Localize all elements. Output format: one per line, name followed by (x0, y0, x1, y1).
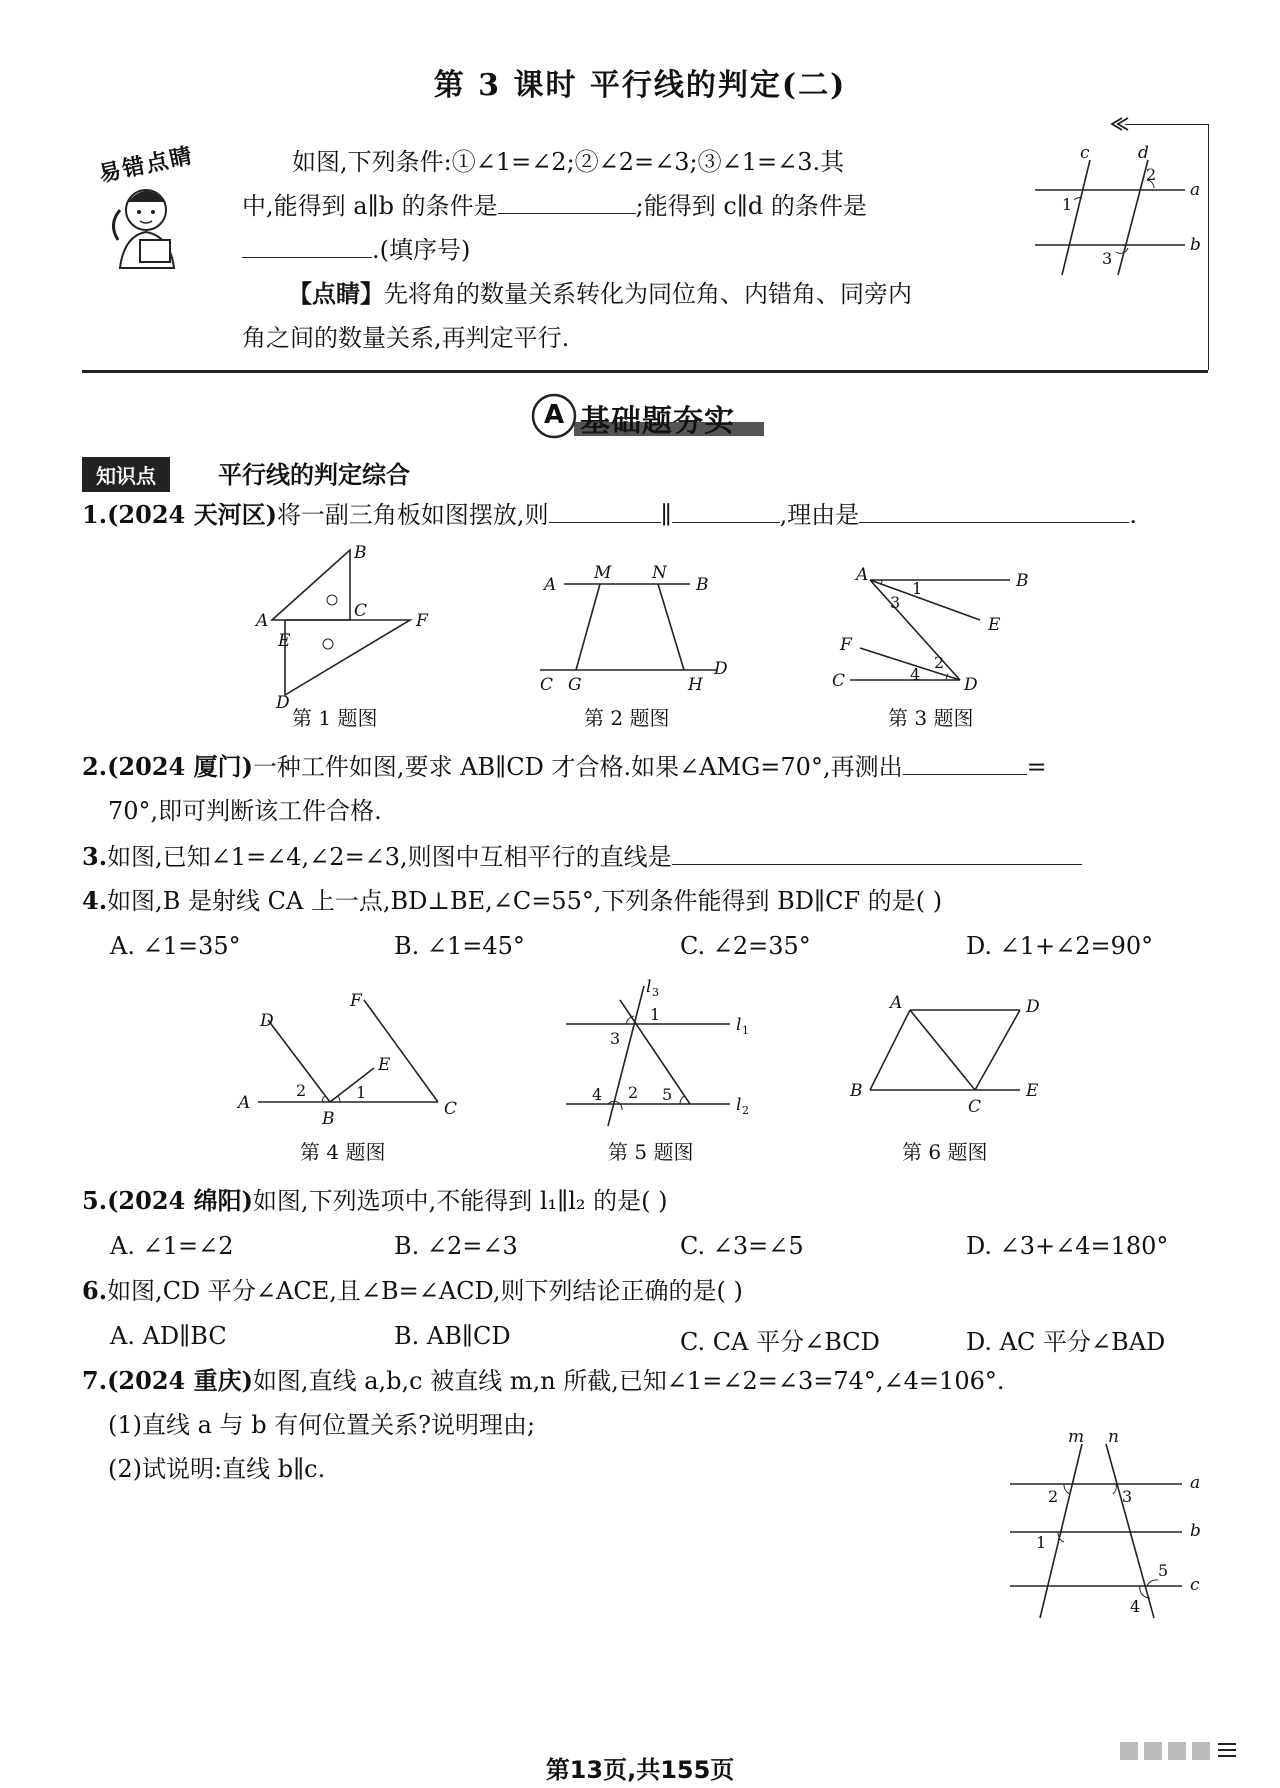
svg-text:C: C (540, 675, 554, 695)
q3-num: 3. (82, 842, 108, 871)
svg-text:B: B (322, 1109, 335, 1129)
arrow-left-icon (1108, 116, 1130, 132)
q7-sub-1: (1)直线 a 与 b 有何位置关系?说明理由; (108, 1411, 536, 1439)
svg-text:1: 1 (650, 1005, 661, 1024)
tip-badge-label: 易错点睛 (96, 143, 196, 188)
svg-text:D: D (260, 1011, 274, 1031)
svg-text:F: F (416, 611, 428, 631)
svg-text:3: 3 (1102, 249, 1113, 268)
figure-4 (238, 990, 468, 1130)
q5-text: 如图,下列选项中,不能得到 l₁∥l₂ 的是( ) (252, 1187, 668, 1215)
svg-text:1: 1 (912, 579, 923, 598)
q6-option-a[interactable]: A. AD∥BC (110, 1322, 227, 1350)
q1-text: 将一副三角板如图摆放,则 (276, 501, 549, 529)
svg-text:2: 2 (742, 1104, 749, 1117)
q5-option-c[interactable]: C. ∠3=∠5 (680, 1232, 804, 1260)
q6-option-d[interactable]: D. AC 平分∠BAD (966, 1328, 1166, 1356)
svg-text:5: 5 (662, 1085, 673, 1104)
svg-text:l: l (646, 977, 652, 997)
svg-text:1: 1 (742, 1024, 749, 1037)
q1-num: 1. (82, 500, 108, 529)
svg-text:b: b (1190, 235, 1201, 255)
q2-text: 一种工件如图,要求 AB∥CD 才合格.如果∠AMG=70°,再测出 (252, 753, 903, 781)
svg-text:D: D (714, 659, 728, 679)
question-6 (82, 1276, 743, 1306)
svg-text:2: 2 (628, 1083, 639, 1102)
q4-num: 4. (82, 886, 108, 915)
tip-line-2a: 中,能得到 a∥b 的条件是 (242, 192, 498, 220)
q4-option-c[interactable]: C. ∠2=35° (680, 932, 811, 960)
svg-text:F: F (840, 635, 852, 655)
question-3 (82, 842, 1082, 872)
question-4 (82, 886, 942, 916)
section-title: 基础题夯实 (580, 404, 735, 439)
svg-text:c: c (1190, 1575, 1200, 1595)
svg-text:C: C (968, 1097, 982, 1117)
svg-text:c: c (1080, 143, 1090, 163)
svg-text:H: H (688, 675, 703, 695)
figure-6 (840, 990, 1050, 1120)
figure-1 (250, 540, 440, 713)
q6-option-c[interactable]: C. CA 平分∠BCD (680, 1328, 880, 1356)
q6-num: 6. (82, 1276, 108, 1305)
q4-text: 如图,B 是射线 CA 上一点,BD⊥BE,∠C=55°,下列条件能得到 BD∥CF 的是( ) (107, 887, 943, 915)
svg-text:A: A (544, 575, 557, 595)
q1-parallel: ∥ (660, 501, 672, 529)
figure-5 (560, 977, 770, 1130)
q5-num: 5. (82, 1186, 108, 1215)
q6-option-b[interactable]: B. AB∥CD (394, 1322, 511, 1350)
q5-option-b[interactable]: B. ∠2=∠3 (394, 1232, 518, 1260)
tip-line-2b: ;能得到 c∥d 的条件是 (635, 192, 867, 220)
tip-hint-2: 角之间的数量关系,再判定平行. (242, 324, 570, 352)
tip-blank-cd[interactable] (242, 257, 372, 258)
svg-text:l: l (736, 1015, 742, 1035)
figure-2 (540, 560, 740, 700)
q7-source: (2024 重庆) (107, 1366, 253, 1395)
page-footer: 第13页,共155页 (545, 1756, 735, 1784)
q1-blank-2[interactable] (672, 522, 780, 523)
svg-text:4: 4 (910, 665, 921, 684)
caption-fig3: 第 3 题图 (888, 706, 974, 730)
svg-text:d: d (1138, 143, 1149, 163)
svg-text:2: 2 (296, 1081, 307, 1100)
svg-text:G: G (568, 675, 582, 695)
q2-eq: = (1026, 753, 1047, 781)
q4-option-a[interactable]: A. ∠1=35° (110, 932, 241, 960)
q7-text: 如图,直线 a,b,c 被直线 m,n 所截,已知∠1=∠2=∠3=74°,∠4=106°. (252, 1367, 1005, 1395)
caption-fig1: 第 1 题图 (292, 706, 378, 730)
figure-3 (830, 560, 1030, 700)
svg-text:a: a (1190, 180, 1201, 200)
svg-text:b: b (1190, 1521, 1201, 1541)
q2-blank[interactable] (903, 774, 1027, 775)
svg-text:4: 4 (1130, 1597, 1141, 1616)
svg-text:B: B (1016, 571, 1029, 591)
caption-fig5: 第 5 题图 (608, 1140, 694, 1164)
q3-blank[interactable] (672, 864, 1082, 865)
figure-7 (1000, 1427, 1210, 1630)
caption-fig4: 第 4 题图 (300, 1140, 386, 1164)
svg-text:3: 3 (890, 593, 901, 612)
svg-text:E: E (1026, 1081, 1039, 1101)
q1-blank-reason[interactable] (859, 522, 1129, 523)
svg-text:2: 2 (1146, 165, 1157, 184)
svg-text:a: a (1190, 1473, 1201, 1493)
svg-text:D: D (964, 675, 978, 695)
q7-sub-2: (2)试说明:直线 b∥c. (108, 1455, 326, 1483)
question-1 (82, 500, 1137, 530)
q2-source: (2024 厦门) (107, 752, 253, 781)
svg-text:3: 3 (610, 1029, 621, 1048)
svg-text:A: A (256, 611, 269, 631)
question-2 (82, 752, 1047, 782)
q5-source: (2024 绵阳) (107, 1186, 253, 1215)
svg-text:m: m (1068, 1427, 1085, 1447)
svg-text:2: 2 (934, 653, 945, 672)
svg-text:E: E (988, 615, 1001, 635)
svg-text:1: 1 (1036, 1533, 1047, 1552)
svg-text:1: 1 (1062, 195, 1073, 214)
tip-hint-1 (288, 272, 912, 316)
svg-text:E: E (378, 1055, 391, 1075)
svg-text:3: 3 (1122, 1487, 1133, 1506)
q1-end: . (1129, 501, 1137, 529)
caption-fig2: 第 2 题图 (584, 706, 670, 730)
knowledge-tag: 知识点 (82, 457, 170, 492)
tip-hint-1-text: 先将角的数量关系转化为同位角、内错角、同旁内 (384, 280, 912, 308)
tip-line-3-text: .(填序号) (372, 236, 471, 264)
svg-text:B: B (850, 1081, 863, 1101)
svg-text:M: M (594, 563, 612, 583)
tip-blank-ab[interactable] (498, 213, 636, 214)
q5-option-d[interactable]: D. ∠3+∠4=180° (966, 1232, 1169, 1260)
svg-text:l: l (736, 1095, 742, 1115)
svg-text:A: A (890, 993, 903, 1013)
q5-option-a[interactable]: A. ∠1=∠2 (110, 1232, 234, 1260)
svg-text:F: F (350, 991, 362, 1011)
q2-num: 2. (82, 752, 108, 781)
caption-fig6: 第 6 题图 (902, 1140, 988, 1164)
svg-text:C: C (832, 671, 846, 691)
q4-option-b[interactable]: B. ∠1=45° (394, 932, 525, 960)
tip-figure (1030, 140, 1200, 280)
svg-text:2: 2 (1048, 1487, 1059, 1506)
svg-text:5: 5 (1158, 1561, 1169, 1580)
tip-line-1: 如图,下列条件:①∠1=∠2;②∠2=∠3;③∠1=∠3.其 (292, 148, 845, 176)
tip-line-3 (242, 228, 470, 272)
q1-blank-1[interactable] (549, 522, 661, 523)
svg-text:A: A (238, 1093, 251, 1113)
q6-text: 如图,CD 平分∠ACE,且∠B=∠ACD,则下列结论正确的是( ) (107, 1277, 743, 1305)
svg-text:3: 3 (652, 986, 659, 999)
q2-line-2: 70°,即可判断该工件合格. (108, 797, 382, 825)
page-title: 第 3 课时 平行线的判定(二) (433, 68, 847, 103)
tip-line-2 (242, 184, 867, 228)
q1-source: (2024 天河区) (107, 500, 277, 529)
svg-text:4: 4 (592, 1085, 603, 1104)
q3-text: 如图,已知∠1=∠4,∠2=∠3,则图中互相平行的直线是 (107, 843, 672, 871)
svg-text:C: C (354, 601, 368, 621)
svg-text:D: D (276, 693, 290, 713)
svg-text:N: N (652, 563, 667, 583)
svg-text:C: C (444, 1099, 458, 1119)
tip-hint-label: 【点睛】 (288, 279, 384, 308)
question-7 (82, 1366, 1004, 1396)
svg-text:A: A (856, 565, 869, 585)
knowledge-title: 平行线的判定综合 (218, 461, 410, 489)
svg-text:E: E (278, 631, 291, 651)
svg-text:1: 1 (356, 1083, 367, 1102)
q1-tail: ,理由是 (779, 501, 860, 529)
question-5 (82, 1186, 668, 1216)
q7-num: 7. (82, 1366, 108, 1395)
svg-text:n: n (1108, 1427, 1119, 1447)
svg-text:D: D (1026, 997, 1040, 1017)
section-badge-letter: A (543, 400, 565, 430)
svg-text:B: B (696, 575, 709, 595)
svg-text:B: B (354, 543, 367, 563)
q4-option-d[interactable]: D. ∠1+∠2=90° (966, 932, 1154, 960)
